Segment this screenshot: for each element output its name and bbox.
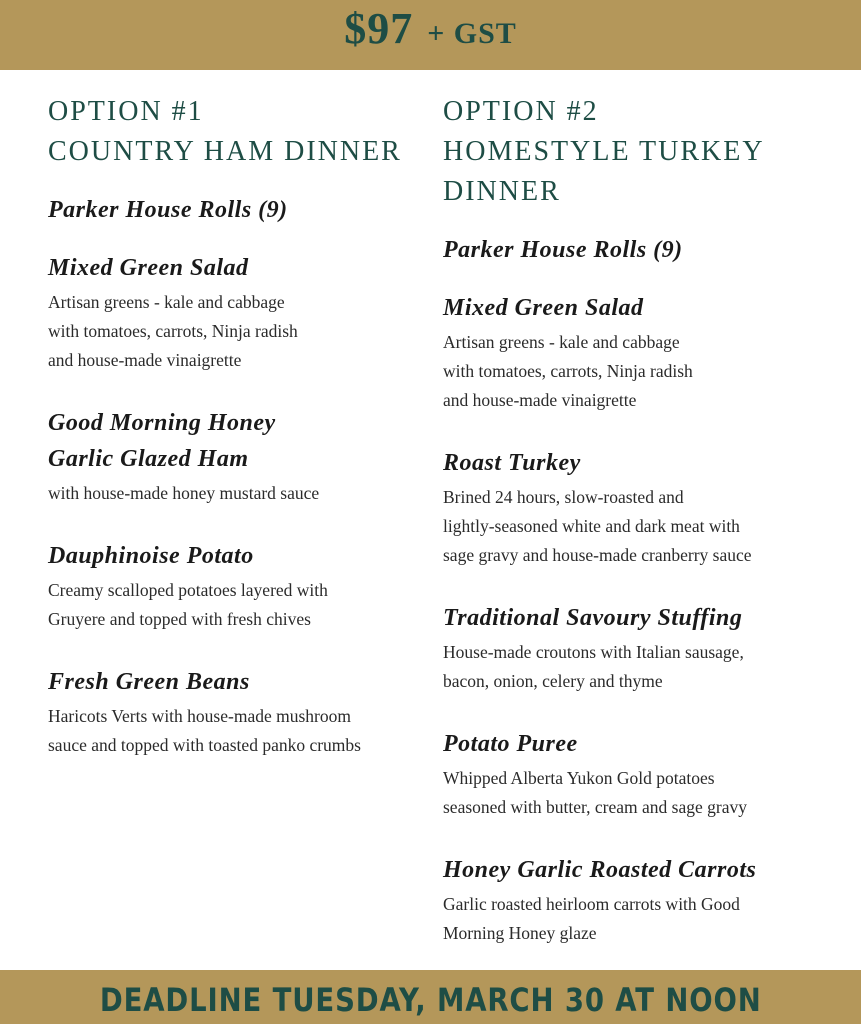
- dish-description: Garlic roasted heirloom carrots with Good Morning Honey glaze: [443, 894, 740, 943]
- menu-item: [443, 290, 843, 415]
- dish-description: with house-made honey mustard sauce: [48, 483, 320, 503]
- dish-description: Artisan greens - kale and cabbage with tomatoes, carrots, Ninja radish and house-made vinaigrette: [48, 292, 298, 370]
- dish-description: Whipped Alberta Yukon Gold potatoes seasoned with butter, cream and sage gravy: [443, 768, 747, 817]
- menu-item: [48, 538, 433, 634]
- option-1-title-line: COUNTRY HAM DINNER: [48, 136, 402, 167]
- price-amount: $97: [344, 3, 414, 53]
- dish-name: Mixed Green Salad: [48, 255, 249, 281]
- option-2-title-line: HOMESTYLE TURKEY: [443, 136, 765, 167]
- option-1-title-line: OPTION #1: [48, 96, 204, 127]
- dish-name: Roast Turkey: [443, 450, 581, 476]
- dish-description: Brined 24 hours, slow-roasted and lightly-seasoned white and dark meat with sage gravy and house-made cranberry sauce: [443, 487, 752, 565]
- menu-item: [48, 192, 433, 228]
- option-2-column: [443, 92, 843, 978]
- menu-item: [443, 726, 843, 822]
- menu-item: [48, 405, 433, 508]
- dish-name: Potato Puree: [443, 731, 578, 757]
- dish-name: Dauphinoise Potato: [48, 543, 254, 569]
- dish-name: Mixed Green Salad: [443, 295, 644, 321]
- dish-description: House-made croutons with Italian sausage, bacon, onion, celery and thyme: [443, 642, 744, 691]
- menu-item: [443, 600, 843, 696]
- option-2-title-line: DINNER: [443, 176, 561, 207]
- menu-item: [48, 250, 433, 375]
- deadline-text: DEADLINE TUESDAY, MARCH 30 AT NOON: [99, 981, 762, 1019]
- menu-item: [443, 852, 843, 948]
- dish-name: Fresh Green Beans: [48, 669, 250, 695]
- option-2-title: [443, 92, 843, 212]
- dish-name: Parker House Rolls (9): [443, 237, 683, 263]
- price: [344, 3, 517, 54]
- deadline-banner: [0, 970, 861, 1024]
- option-1-title: [48, 92, 433, 172]
- dish-name: Parker House Rolls (9): [48, 197, 288, 223]
- price-tax-suffix: + GST: [427, 16, 517, 50]
- menu-item: [443, 232, 843, 268]
- menu-item: [48, 664, 433, 760]
- price-banner: [0, 0, 861, 70]
- dish-name: Traditional Savoury Stuffing: [443, 605, 743, 631]
- option-1-column: [48, 92, 433, 790]
- dish-name: Honey Garlic Roasted Carrots: [443, 857, 757, 883]
- dish-description: Creamy scalloped potatoes layered with Gruyere and topped with fresh chives: [48, 580, 328, 629]
- dish-description: Artisan greens - kale and cabbage with tomatoes, carrots, Ninja radish and house-made vinaigrette: [443, 332, 693, 410]
- option-2-title-line: OPTION #2: [443, 96, 599, 127]
- menu-item: [443, 445, 843, 570]
- dish-description: Haricots Verts with house-made mushroom sauce and topped with toasted panko crumbs: [48, 706, 361, 755]
- dish-name: Good Morning Honey Garlic Glazed Ham: [48, 410, 276, 472]
